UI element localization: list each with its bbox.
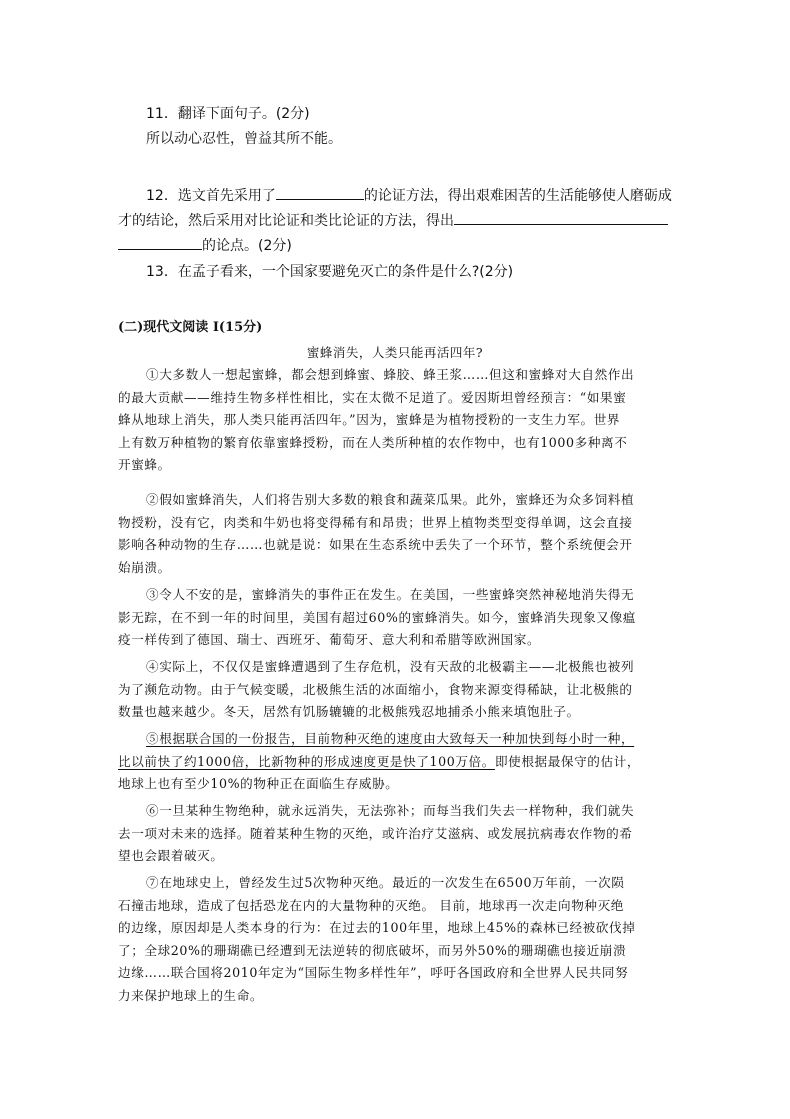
answer-blank-argument[interactable]	[454, 210, 668, 225]
p1-line: 蜂从地球上消失，那人类只能再活四年。”因为，蜜蜂是为植物授粉的一支生力军。世界	[118, 412, 621, 427]
p7-line: ⑦在地球史上，曾经发生过5次物种灭绝。最近的一次发生在6500万年前，一次陨	[146, 875, 625, 890]
p5-underlined-1: ⑤根据联合国的一份报告，目前物种灭绝的速度由大致每天一种加快到每小时一种，	[146, 731, 635, 746]
p7-line: 石撞击地球，造成了包括恐龙在内的大量物种的灭绝。 目前，地球再一次走向物种灭绝	[118, 897, 624, 913]
p5-line	[118, 751, 670, 774]
p3-line: ③令人不安的是，蜜蜂消失的事件正在发生。在美国，一些蜜蜂突然神秘地消失得无	[146, 587, 635, 602]
q12-line-2	[118, 209, 668, 233]
p6-line: 望也会跟着破灭。	[118, 848, 224, 863]
q12-line-1	[146, 184, 672, 208]
p5-underlined-2: 比以前快了约1000倍，比新物种的形成速度更是快了100万倍。	[118, 753, 495, 769]
q12-line-3	[118, 234, 292, 258]
p5-line	[118, 728, 670, 751]
p1-line: 开蜜蜂。	[118, 457, 171, 472]
paragraph-3	[118, 584, 670, 652]
q11-title: 11．翻译下面句子。(2分)	[146, 106, 310, 122]
p5-line: 地球上也有至少10%的物种正在面临生存威胁。	[118, 776, 399, 791]
p1-line: 的最大贡献——维持生物多样性相比，实在太微不足道了。爱因斯坦曾经预言：“如果蜜	[118, 389, 627, 405]
q13-text: 13．在孟子看来，一个国家要避免灭亡的条件是什么?(2分)	[146, 264, 514, 280]
section-heading: (二)现代文阅读 I(15分)	[118, 320, 263, 335]
answer-blank-method[interactable]	[276, 185, 364, 200]
p2-line: ②假如蜜蜂消失，人们将告别大多数的粮食和蔬菜瓜果。此外，蜜蜂还为众多饲料植	[146, 492, 635, 507]
article-title: 蜜蜂消失，人类只能再活四年?	[306, 345, 484, 360]
p7-line: 边缘……联合国将2010年定为“国际生物多样性年”，呼吁各国政府和全世界人民共同努	[118, 965, 629, 980]
q12-text-b: 的论证方法，得出艰难困苦的生活能够使人磨砺成	[363, 188, 672, 204]
p7-line: 的边缘，原因却是人类本身的行为：在过去的100年里，地球上45%的森林已经被砍伐掉	[118, 920, 636, 935]
p2-line: 始崩溃。	[118, 559, 171, 575]
p1-line: 上有数万种植物的繁育依靠蜜蜂授粉，而在人类所种植的农作物中，也有1000多种离不	[118, 434, 628, 450]
p4-line: 为了濒危动物。由于气候变暖，北极熊生活的冰面缩小，食物来源变得稀缺，让北极熊的	[118, 681, 633, 697]
p6-line: ⑥一旦某种生物绝种，就永远消失，无法弥补；而每当我们失去一样物种，我们就失	[146, 803, 635, 818]
p7-line: 力来保护地球上的生命。	[118, 987, 264, 1003]
p3-line: 影无踪，在不到一年的时间里，美国有超过60%的蜜蜂消失。如今，蜜蜂消失现象又像瘟	[118, 609, 636, 625]
paragraph-1	[118, 364, 670, 477]
answer-blank-argument-cont[interactable]	[118, 235, 202, 250]
paragraph-6	[118, 800, 670, 868]
p3-line: 疫一样传到了德国、瑞士、西班牙、葡萄牙、意大利和希腊等欧洲国家。	[118, 632, 541, 647]
p1-line: ①大多数人一想起蜜蜂，都会想到蜂蜜、蜂胶、蜂王浆……但这和蜜蜂对大自然作出	[146, 367, 635, 382]
p6-line: 去一项对未来的选择。随着某种生物的灭绝，或许治疗艾滋病、或发展抗病毒农作物的希	[118, 825, 633, 841]
p2-line: 物授粉，没有它，肉类和牛奶也将变得稀有和昂贵；世界上植物类型变得单调，这会直接	[118, 514, 633, 530]
p7-line: 了；全球20%的珊瑚礁已经遭到无法逆转的彻底破坏，而另外50%的珊瑚礁也接近崩溃	[118, 942, 627, 958]
q12-text-c: 才的结论，然后采用对比论证和类比论证的方法，得出	[118, 213, 454, 229]
q11-sentence: 所以动心忍性，曾益其所不能。	[146, 131, 342, 147]
paragraph-2	[118, 489, 670, 579]
p4-line: 数量也越来越少。冬天，居然有饥肠辘辘的北极熊残忍地捕杀小熊来填饱肚子。	[118, 704, 580, 719]
paragraph-4	[118, 656, 670, 724]
q12-text-d: 的论点。(2分)	[202, 238, 292, 254]
q12-text-a: 12．选文首先采用了	[146, 188, 276, 204]
paragraph-5	[118, 728, 670, 796]
p5-text: 即使根据最保守的估计，	[494, 753, 641, 769]
p4-line: ④实际上，不仅仅是蜜蜂遭遇到了生存危机，没有天敌的北极霸主——北极熊也被列	[146, 659, 635, 674]
paragraph-7	[118, 872, 670, 1007]
p2-line: 影响各种动物的生存……也就是说：如果在生态系统中丢失了一个环节，整个系统便会开	[118, 537, 633, 552]
